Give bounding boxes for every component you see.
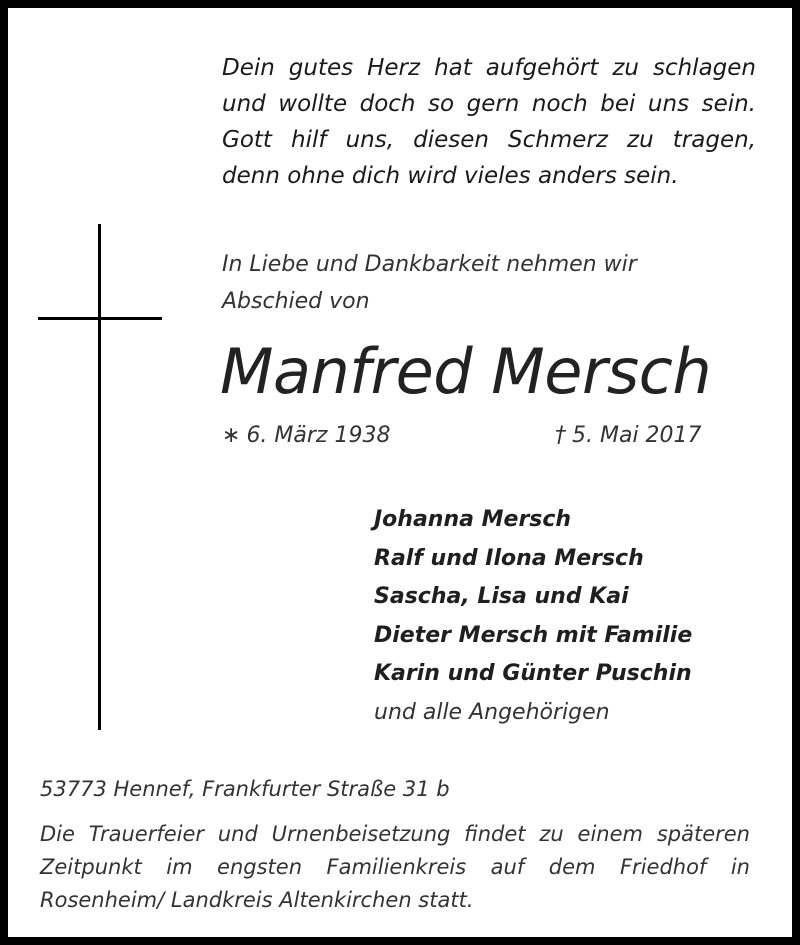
poem-line: Gott hilf uns, diesen Schmerz zu tragen, [222, 127, 756, 153]
poem-line: denn ohne dich wird vieles anders sein. [222, 163, 679, 189]
memorial-poem [222, 50, 756, 194]
mourners-list [374, 501, 692, 732]
funeral-notice [40, 818, 750, 917]
cross-icon [98, 224, 101, 730]
birth-star-icon: ∗ [222, 423, 241, 448]
notice-line: Zeitpunkt im engsten Familienkreis auf dem Friedhof in [40, 855, 750, 879]
mourner-name: Sascha, Lisa und Kai [374, 584, 629, 609]
mourner-name: Johanna Mersch [374, 507, 572, 532]
intro-line: Abschied von [222, 289, 370, 314]
poem-line: Dein gutes Herz hat aufgehört zu schlagen [222, 55, 756, 81]
mourner-name: Karin und Günter Puschin [374, 661, 692, 686]
birth-date-text: 6. März 1938 [246, 423, 391, 448]
death-date [555, 420, 702, 452]
death-dagger-icon: † [555, 423, 566, 448]
death-date-text: 5. Mai 2017 [572, 423, 702, 448]
farewell-intro [222, 246, 742, 320]
deceased-name: Manfred Mersch [220, 335, 712, 408]
family-address: 53773 Hennef, Frankfurter Straße 31 b [40, 777, 450, 801]
poem-line: und wollte doch so gern noch bei uns sein. [222, 91, 756, 117]
notice-line: Die Trauerfeier und Urnenbeisetzung findet zu einem späteren [40, 822, 750, 846]
birth-date [222, 420, 390, 452]
notice-line: Rosenheim/ Landkreis Altenkirchen statt. [40, 888, 474, 912]
mourner-name: Dieter Mersch mit Familie [374, 622, 693, 648]
mourner-name: Ralf und Ilona Mersch [374, 545, 644, 571]
intro-line: In Liebe und Dankbarkeit nehmen wir [222, 252, 637, 277]
mourners-closing: und alle Angehörigen [374, 699, 610, 725]
cross-icon-bar [38, 317, 162, 320]
